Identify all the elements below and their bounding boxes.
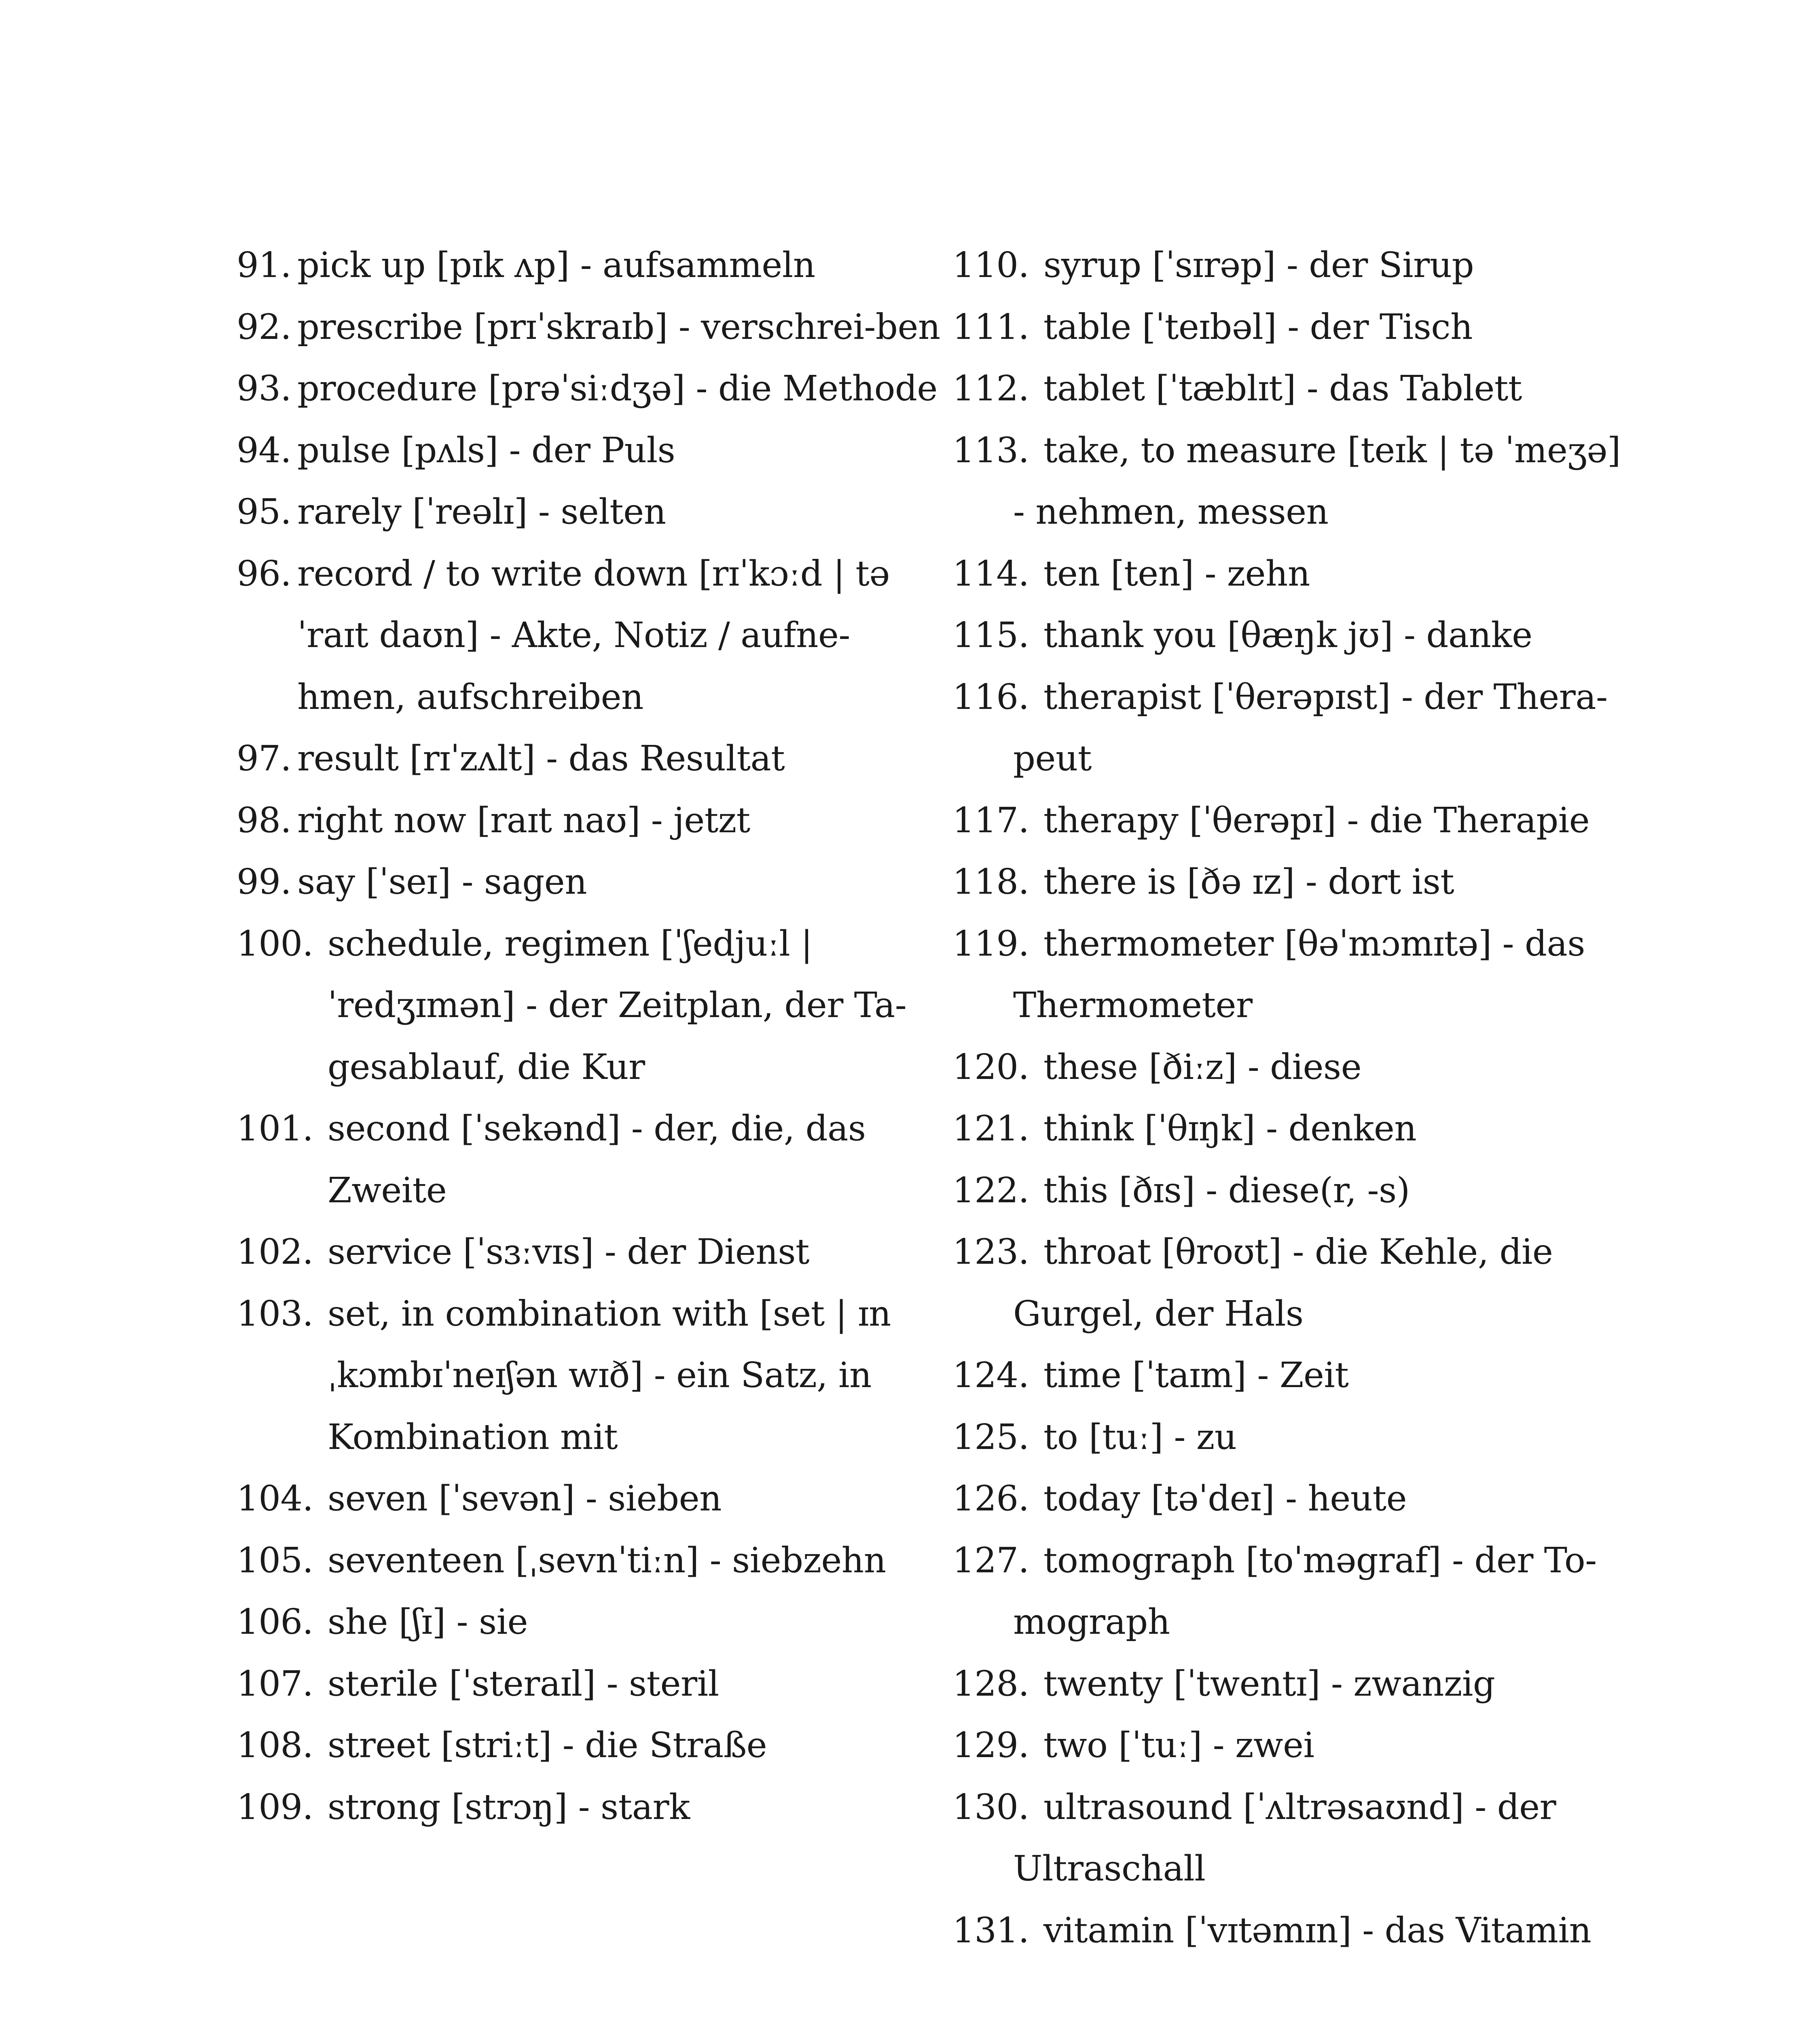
vocabulary-entry: [952, 296, 1640, 358]
entry-text: set, in combination with [set | ɪn ˌkɔmbɪˈneɪʃən wɪð] - ein Satz, in Kombination mit: [328, 1293, 891, 1457]
entry-text: this [ðɪs] - diese(r, -s): [1043, 1170, 1410, 1211]
entry-text: think [ˈθɪŋk] - denken: [1043, 1108, 1417, 1149]
entry-text: therapy [ˈθerəpɪ] - die Therapie: [1043, 800, 1590, 841]
vocabulary-entry: [952, 1221, 1640, 1345]
entry-text: these [ðiːz] - diese: [1043, 1047, 1362, 1087]
entry-text: strong [strɔŋ] - stark: [328, 1787, 690, 1827]
entry-text: pick up [pɪk ʌp] - aufsammeln: [297, 245, 815, 286]
vocabulary-entry: [952, 1900, 1640, 1962]
vocabulary-entry: [237, 913, 952, 1098]
vocabulary-entry: [237, 1221, 952, 1283]
entry-number: 106.: [237, 1602, 313, 1642]
entry-text: time [ˈtaɪm] - Zeit: [1043, 1355, 1349, 1396]
vocabulary-entry: [237, 543, 952, 728]
vocabulary-entry: [952, 790, 1640, 852]
vocabulary-entry: [237, 235, 952, 296]
vocabulary-entry: [237, 790, 952, 852]
vocabulary-entry: [952, 1530, 1640, 1653]
entry-number: 125.: [952, 1417, 1029, 1457]
entry-text: today [təˈdeɪ] - heute: [1043, 1478, 1407, 1519]
entry-number: 120.: [952, 1047, 1029, 1087]
vocabulary-entry: [952, 1407, 1640, 1468]
vocabulary-entry: [952, 913, 1640, 1036]
entry-number: 94.: [237, 430, 292, 471]
entry-number: 100.: [237, 923, 313, 964]
vocabulary-entry: [952, 1653, 1640, 1715]
entry-text: right now [raɪt naʊ] - jetzt: [297, 800, 750, 841]
entry-number: 127.: [952, 1540, 1029, 1581]
vocabulary-list-left: [237, 235, 952, 1838]
vocabulary-entry: [237, 1715, 952, 1777]
entry-text: record / to write down [rɪˈkɔːd | tə ˈraɪt daʊn] - Akte, Notiz / aufne-hmen, aufschreiben: [297, 553, 890, 717]
vocabulary-entry: [237, 1591, 952, 1653]
entry-text: second [ˈsekənd] - der, die, das Zweite: [328, 1108, 866, 1211]
entry-number: 114.: [952, 553, 1029, 594]
entry-text: say [ˈseɪ] - sagen: [297, 862, 587, 902]
entry-text: prescribe [prɪˈskraɪb] - verschrei-ben: [297, 307, 940, 347]
vocabulary-entry: [237, 1653, 952, 1715]
vocabulary-entry: [237, 1777, 952, 1838]
vocabulary-entry: [237, 1283, 952, 1468]
entry-text: take, to measure [teɪk | tə ˈmeʒə] - nehmen, messen: [1013, 430, 1621, 532]
entry-number: 117.: [952, 800, 1029, 841]
entry-number: 126.: [952, 1478, 1029, 1519]
entry-text: pulse [pʌls] - der Puls: [297, 430, 675, 471]
entry-text: procedure [prəˈsiːdʒə] - die Methode: [297, 368, 938, 409]
entry-text: service [ˈsɜːvɪs] - der Dienst: [328, 1232, 810, 1272]
entry-number: 122.: [952, 1170, 1029, 1211]
vocabulary-entry: [952, 851, 1640, 913]
vocabulary-entry: [237, 728, 952, 790]
vocabulary-entry: [237, 1098, 952, 1221]
entry-text: street [striːt] - die Straße: [328, 1725, 767, 1766]
vocabulary-entry: [952, 666, 1640, 790]
entry-number: 124.: [952, 1355, 1029, 1396]
entry-text: ten [ten] - zehn: [1043, 553, 1310, 594]
vocabulary-entry: [952, 1777, 1640, 1900]
entry-text: rarely [ˈreəlɪ] - selten: [297, 492, 666, 532]
vocabulary-entry: [952, 420, 1640, 543]
entry-text: seventeen [ˌsevnˈtiːn] - siebzehn: [328, 1540, 886, 1581]
vocabulary-entry: [237, 296, 952, 358]
entry-text: tablet [ˈtæblɪt] - das Tablett: [1043, 368, 1522, 409]
entry-number: 115.: [952, 615, 1029, 656]
entry-text: thank you [θæŋk jʊ] - danke: [1043, 615, 1532, 656]
vocabulary-entry: [952, 605, 1640, 666]
entry-number: 109.: [237, 1787, 313, 1827]
vocabulary-entry: [237, 1468, 952, 1530]
entry-number: 131.: [952, 1910, 1029, 1951]
entry-text: schedule, regimen [ˈʃedjuːl | ˈredʒɪmən] - der Zeitplan, der Ta-gesablauf, die Kur: [328, 923, 907, 1087]
entry-number: 110.: [952, 245, 1029, 286]
vocabulary-entry: [952, 1160, 1640, 1222]
entry-number: 118.: [952, 862, 1029, 902]
vocabulary-entry: [952, 1345, 1640, 1407]
vocabulary-entry: [952, 358, 1640, 420]
vocabulary-list-right: [952, 235, 1640, 1961]
entry-text: throat [θroʊt] - die Kehle, die Gurgel, der Hals: [1013, 1232, 1553, 1334]
entry-number: 96.: [237, 553, 292, 594]
entry-text: ultrasound [ˈʌltrəsaʊnd] - der Ultraschall: [1013, 1787, 1556, 1889]
entry-number: 116.: [952, 677, 1029, 717]
entry-number: 99.: [237, 862, 292, 902]
vocabulary-entry: [237, 420, 952, 482]
entry-text: two [ˈtuː] - zwei: [1043, 1725, 1314, 1766]
entry-number: 130.: [952, 1787, 1029, 1827]
vocabulary-entry: [952, 235, 1640, 296]
vocabulary-entry: [952, 1036, 1640, 1098]
entry-text: there is [ðə ɪz] - dort ist: [1043, 862, 1454, 902]
entry-number: 119.: [952, 923, 1029, 964]
entry-text: twenty [ˈtwentɪ] - zwanzig: [1043, 1663, 1495, 1704]
vocabulary-entry: [237, 1530, 952, 1592]
entry-number: 107.: [237, 1663, 313, 1704]
entry-text: table [ˈteɪbəl] - der Tisch: [1043, 307, 1473, 347]
entry-number: 112.: [952, 368, 1029, 409]
entry-number: 103.: [237, 1293, 313, 1334]
vocabulary-entry: [952, 1715, 1640, 1777]
entry-text: seven [ˈsevən] - sieben: [328, 1478, 722, 1519]
entry-number: 123.: [952, 1232, 1029, 1272]
entry-number: 129.: [952, 1725, 1029, 1766]
vocabulary-entry: [952, 1098, 1640, 1160]
entry-text: she [ʃɪ] - sie: [328, 1602, 528, 1642]
vocabulary-entry: [952, 543, 1640, 605]
entry-number: 111.: [952, 307, 1029, 347]
entry-number: 104.: [237, 1478, 313, 1519]
entry-number: 98.: [237, 800, 292, 841]
entry-number: 113.: [952, 430, 1029, 471]
entry-number: 95.: [237, 492, 292, 532]
entry-text: tomograph [toˈməgraf] - der To-mograph: [1013, 1540, 1597, 1642]
entry-number: 93.: [237, 368, 292, 409]
entry-number: 102.: [237, 1232, 313, 1272]
entry-text: sterile [ˈsteraɪl] - steril: [328, 1663, 719, 1704]
entry-text: result [rɪˈzʌlt] - das Resultat: [297, 738, 785, 779]
vocabulary-entry: [237, 481, 952, 543]
vocabulary-entry: [237, 851, 952, 913]
entry-number: 121.: [952, 1108, 1029, 1149]
entry-text: vitamin [ˈvɪtəmɪn] - das Vitamin: [1043, 1910, 1591, 1951]
entry-text: therapist [ˈθerəpɪst] - der Thera-peut: [1013, 677, 1608, 779]
entry-number: 92.: [237, 307, 292, 347]
entry-text: to [tuː] - zu: [1043, 1417, 1237, 1457]
entry-number: 128.: [952, 1663, 1029, 1704]
entry-number: 108.: [237, 1725, 313, 1766]
entry-number: 105.: [237, 1540, 313, 1581]
entry-number: 97.: [237, 738, 292, 779]
entry-text: thermometer [θəˈmɔmɪtə] - das Thermometer: [1013, 923, 1585, 1026]
entry-text: syrup [ˈsɪrəp] - der Sirup: [1043, 245, 1474, 286]
entry-number: 101.: [237, 1108, 313, 1149]
vocabulary-entry: [952, 1468, 1640, 1530]
vocabulary-entry: [237, 358, 952, 420]
entry-number: 91.: [237, 245, 292, 286]
